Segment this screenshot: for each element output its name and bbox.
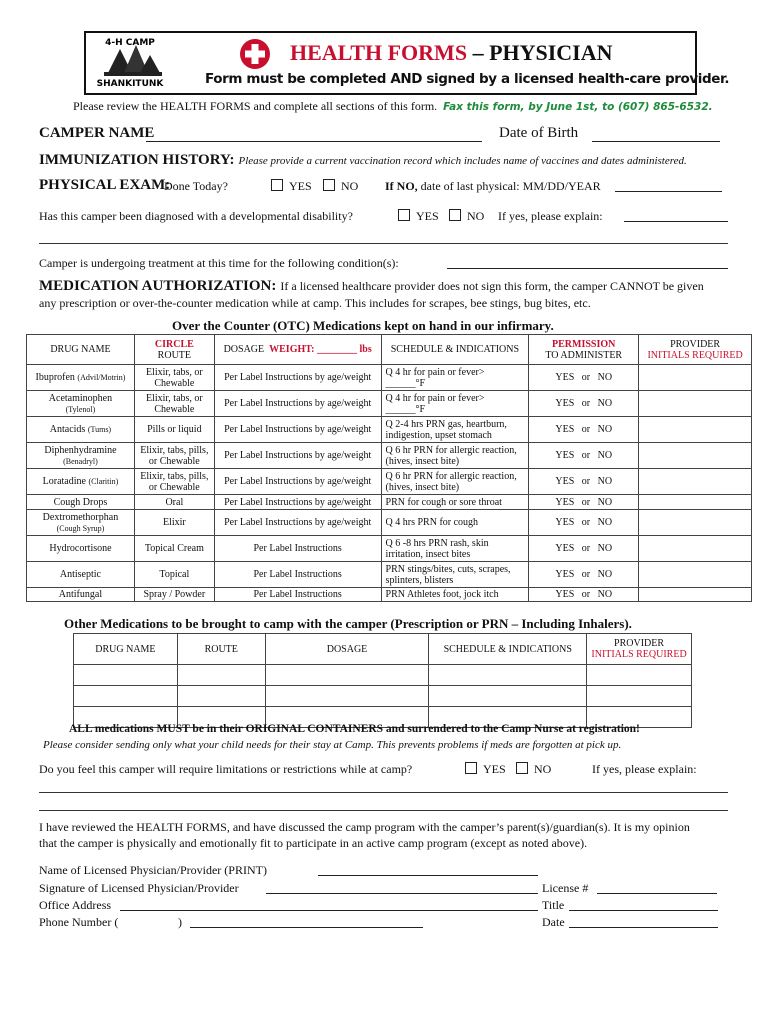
otc-header-route [134,335,214,365]
otc-table [26,334,752,602]
treatment-question: Camper is undergoing treatment at this time for the following condition(s): [39,256,399,270]
otc-header-circle: CIRCLE [154,338,194,350]
otc-permission: YES or NO [555,569,613,580]
phone-close-paren: ) [178,915,182,929]
otc-dosage: Per Label Instructions by age/weight [224,496,372,508]
otc-permission: YES or NO [555,476,613,487]
signature-field[interactable] [266,881,538,894]
license-field[interactable] [597,881,717,894]
disability-no-checkbox[interactable] [449,209,461,221]
otc-header-route-text: ROUTE [157,349,192,361]
otc-schedule-cell [381,588,529,602]
otc-header-dosage-text: DOSAGE [223,344,265,355]
otc-header-permission-text: PERMISSION [552,338,616,350]
limitations-yes-label: YES [483,762,506,776]
otc-initials-cell[interactable] [639,443,752,469]
otc-permission-cell[interactable] [529,365,639,391]
limitations-no-checkbox[interactable] [516,762,528,774]
physical-exam-label: PHYSICAL EXAM: [39,177,171,193]
otc-header-schedule: SCHEDULE & INDICATIONS [381,335,529,365]
otc-route: Spray / Powder [143,589,206,600]
otc-dosage: Per Label Instructions [253,589,342,600]
otc-route-cell[interactable] [134,365,214,391]
otc-route-cell[interactable] [134,417,214,443]
otc-route: Elixir, tabs, or Chewable [145,392,203,415]
otc-drug-cell [27,469,135,495]
last-physical-field[interactable] [615,179,722,192]
consider-note: Please consider sending only what your child needs for their stay at Camp. This prevents problems if meds are forgotten at pick up. [43,739,622,751]
other-header-drug: DRUG NAME [74,634,178,665]
otc-schedule-cell [381,443,529,469]
otc-header-provider-text: PROVIDER [670,338,721,350]
disability-explain-line[interactable] [39,243,728,244]
otc-dosage: Per Label Instructions by age/weight [224,424,372,435]
if-no-bold: If NO, [385,179,418,193]
disability-yes-label: YES [416,209,439,223]
otc-drug-sub: (Cough Syrup) [56,523,105,533]
camper-name-label: CAMPER NAME [39,125,155,141]
otc-row [27,510,752,536]
otc-drug-name: Antiseptic [59,569,101,580]
camp-logo [90,35,170,91]
otc-route: Elixir, tabs, or Chewable [145,366,203,389]
treatment-field[interactable] [447,256,728,269]
otc-permission-cell[interactable] [529,510,639,536]
other-header-schedule: SCHEDULE & INDICATIONS [429,634,587,665]
title-rest: – PHYSICIAN [467,40,613,65]
otc-initials-cell[interactable] [639,536,752,562]
dob-label: Date of Birth [499,125,579,141]
otc-drug-cell [27,391,135,417]
otc-schedule-cell [381,365,529,391]
other-header-initials: INITIALS REQUIRED [591,649,687,660]
otc-row [27,391,752,417]
otc-permission: YES or NO [555,398,613,409]
otc-dosage-cell [214,391,381,417]
otc-header-drug: DRUG NAME [27,335,135,365]
physical-yes-checkbox[interactable] [271,179,283,191]
camper-name-field[interactable] [146,126,482,142]
otc-drug-sub: (Benadryl) [63,456,98,466]
otc-header-provider [639,335,752,365]
disability-no-option[interactable] [449,209,484,224]
otc-initials-cell[interactable] [639,562,752,588]
disability-explain-field[interactable] [624,209,728,222]
disability-explain-label: If yes, please explain: [498,209,603,223]
disability-yes-option[interactable] [398,209,439,224]
limitations-yes-option[interactable] [465,762,506,777]
immunization-row [39,151,687,169]
last-physical-label [385,179,601,194]
other-cell[interactable] [265,686,429,707]
other-cell[interactable] [74,665,178,686]
otc-drug-name: Antacids [49,424,86,435]
otc-header-weight: WEIGHT: ________ lbs [269,344,372,355]
logo-top-text: 4-H CAMP [105,38,155,48]
otc-drug-cell [27,510,135,536]
otc-title: Over the Counter (OTC) Medications kept on hand in our infirmary. [172,318,554,333]
otc-route: Oral [165,496,184,508]
otc-dosage-cell [214,495,381,510]
otc-dosage: Per Label Instructions [253,569,342,580]
other-meds-table [73,633,692,728]
otc-drug-cell [27,495,135,510]
other-cell[interactable] [587,665,692,686]
review-instructions [73,99,713,114]
medication-line1: If a licensed healthcare provider does not sign this form, the camper CANNOT be given [280,279,704,293]
disability-yes-checkbox[interactable] [398,209,410,221]
otc-route-cell[interactable] [134,469,214,495]
date-label: Date [542,915,565,929]
otc-row [27,495,752,510]
otc-dosage: Per Label Instructions [253,543,342,554]
otc-dosage: Per Label Instructions by age/weight [224,517,372,528]
otc-header-dosage [214,335,381,365]
otc-route: Topical Cream [144,543,204,554]
fax-text: Fax this form, by June 1st, to (607) 865-6532. [443,101,713,113]
done-today-label: Done Today? [164,179,228,193]
limitations-no-label: NO [534,762,552,776]
otc-dosage: Per Label Instructions by age/weight [224,450,372,461]
limitations-line-2[interactable] [39,810,728,811]
otc-permission: YES or NO [555,372,613,383]
other-header-provider [587,634,692,665]
date-field[interactable] [569,915,718,928]
otc-schedule: PRN for cough or sore throat [385,496,502,508]
otc-route-cell[interactable] [134,495,214,510]
title-label: Title [542,898,565,912]
otc-row [27,417,752,443]
other-row [74,665,692,686]
otc-route: Elixir, tabs, pills, or Chewable [140,470,209,493]
provider-name-label: Name of Licensed Physician/Provider (PRINT) [39,863,267,877]
title-field[interactable] [569,898,718,911]
physical-yes-label: YES [289,179,312,193]
signature-label: Signature of Licensed Physician/Provider [39,881,239,895]
other-header-route: ROUTE [177,634,265,665]
otc-route-cell[interactable] [134,510,214,536]
otc-permission-cell[interactable] [529,562,639,588]
otc-drug-name: Loratadine [42,476,86,487]
otc-route-cell[interactable] [134,562,214,588]
otc-row [27,588,752,602]
medication-label: MEDICATION AUTHORIZATION: [39,278,277,294]
other-cell[interactable] [265,665,429,686]
immunization-note: Please provide a current vaccination record which includes name of vaccines and dates administered. [238,155,687,167]
review-text: Please review the HEALTH FORMS and complete all sections of this form. [73,99,438,113]
other-header-dosage: DOSAGE [265,634,429,665]
otc-initials-cell[interactable] [639,495,752,510]
office-address-label: Office Address [39,898,112,912]
otc-schedule-cell [381,391,529,417]
otc-schedule-cell [381,536,529,562]
otc-drug-name: Cough Drops [53,496,108,508]
provider-name-field[interactable] [318,863,538,876]
subtitle: Form must be completed AND signed by a licensed health-care provider. [205,71,730,87]
otc-dosage-cell [214,443,381,469]
otc-route: Elixir, tabs, pills, or Chewable [140,444,209,467]
if-no-rest: date of last physical: MM/DD/YEAR [417,179,601,193]
otc-drug-cell [27,417,135,443]
otc-permission-cell[interactable] [529,391,639,417]
otc-permission-cell[interactable] [529,536,639,562]
otc-permission-cell[interactable] [529,469,639,495]
otc-schedule: Q 4 hr for pain or fever> ______°F [385,366,485,389]
otc-schedule: PRN Athletes foot, jock itch [385,589,499,600]
phone-label: Phone Number ( [39,915,119,929]
containers-note: ALL medications MUST be in their ORIGINAL CONTAINERS and surrendered to the Camp Nurse at registration! [69,723,640,735]
otc-header-initials: INITIALS REQUIRED [647,349,743,361]
limitations-explain-label: If yes, please explain: [592,762,697,776]
medication-row [39,277,704,295]
otc-dosage: Per Label Instructions by age/weight [224,372,372,383]
otc-dosage-cell [214,562,381,588]
otc-drug-cell [27,588,135,602]
otc-drug-name: Hydrocortisone [49,543,112,554]
otc-initials-cell[interactable] [639,588,752,602]
otc-schedule: Q 6 hr PRN for allergic reaction, (hives, insect bite) [385,444,517,467]
limitations-no-option[interactable] [516,762,551,777]
physical-no-option[interactable] [323,179,358,194]
red-cross-icon [239,38,271,70]
otc-drug-name: Ibuprofen [35,372,75,383]
disability-no-label: NO [467,209,485,223]
otc-row [27,536,752,562]
otc-schedule-cell [381,495,529,510]
statement-line2: that the camper is physically and emotionally fit to participate in an active camp program (except as noted above). [39,836,588,850]
other-cell[interactable] [74,686,178,707]
otc-dosage-cell [214,365,381,391]
otc-permission-cell[interactable] [529,417,639,443]
otc-schedule: Q 6 -8 hrs PRN rash, skin irritation, insect bites [385,537,489,560]
otc-route-cell[interactable] [134,588,214,602]
title-red: HEALTH FORMS [290,40,468,65]
physical-no-label: NO [341,179,359,193]
otc-initials-cell[interactable] [639,391,752,417]
otc-route-cell[interactable] [134,443,214,469]
otc-permission-cell[interactable] [529,443,639,469]
otc-permission: YES or NO [555,517,613,528]
physical-yes-option[interactable] [271,179,312,194]
other-cell[interactable] [429,686,587,707]
page-title [290,40,613,66]
otc-schedule-cell [381,510,529,536]
otc-schedule: Q 6 hr PRN for allergic reaction, (hives, insect bite) [385,470,517,493]
other-row [74,686,692,707]
otc-permission: YES or NO [555,496,613,508]
otc-dosage-cell [214,588,381,602]
dob-field[interactable] [592,126,720,142]
otc-initials-cell[interactable] [639,469,752,495]
other-cell[interactable] [177,665,265,686]
otc-permission: YES or NO [555,589,613,600]
otc-row [27,562,752,588]
otc-schedule: PRN stings/bites, cuts, scrapes, splinters, blisters [385,563,511,586]
otc-initials-cell[interactable] [639,510,752,536]
otc-permission: YES or NO [555,543,613,554]
otc-permission: YES or NO [555,424,613,435]
otc-dosage-cell [214,510,381,536]
other-cell[interactable] [587,686,692,707]
other-cell[interactable] [429,665,587,686]
limitations-line-1[interactable] [39,792,728,793]
otc-initials-cell[interactable] [639,365,752,391]
phone-field[interactable] [190,915,423,928]
otc-header-to-administer: TO ADMINISTER [545,349,623,361]
other-header-provider-text: PROVIDER [614,638,665,649]
otc-drug-cell [27,536,135,562]
otc-dosage-cell [214,536,381,562]
disability-question: Has this camper been diagnosed with a developmental disability? [39,209,353,223]
medication-line2: any prescription or over-the-counter medication while at camp. This includes for scrapes, bee stings, bug bites, etc. [39,296,591,310]
other-title: Other Medications to be brought to camp with the camper (Prescription or PRN – Including Inhalers). [64,616,632,631]
otc-drug-name: Diphenhydramine [44,444,117,456]
otc-schedule: Q 4 hrs PRN for cough [385,517,479,528]
logo-bottom-text: SHANKITUNK [96,79,164,89]
otc-row [27,365,752,391]
otc-drug-sub: (Tums) [87,425,112,434]
otc-permission: YES or NO [555,450,613,461]
otc-drug-sub: (Claritin) [88,477,119,486]
otc-drug-sub: (Tylenol) [65,404,96,414]
other-cell[interactable] [177,686,265,707]
otc-initials-cell[interactable] [639,417,752,443]
otc-row [27,469,752,495]
otc-schedule-cell [381,469,529,495]
otc-header-permission [529,335,639,365]
otc-drug-name: Acetaminophen [48,392,113,404]
immunization-label: IMMUNIZATION HISTORY: [39,152,235,168]
otc-route-cell[interactable] [134,391,214,417]
otc-route: Pills or liquid [147,424,202,435]
office-address-field[interactable] [120,898,538,911]
otc-schedule-cell [381,417,529,443]
otc-schedule: Q 2-4 hrs PRN gas, heartburn, indigestion, upset stomach [385,418,507,441]
otc-dosage: Per Label Instructions by age/weight [224,398,372,409]
otc-dosage: Per Label Instructions by age/weight [224,476,372,487]
otc-drug-cell [27,443,135,469]
otc-schedule: Q 4 hr for pain or fever> ______°F [385,392,485,415]
otc-permission-cell[interactable] [529,588,639,602]
otc-permission-cell[interactable] [529,495,639,510]
otc-route-cell[interactable] [134,536,214,562]
statement-line1: I have reviewed the HEALTH FORMS, and have discussed the camp program with the camper’s parent(s)/guardian(s). It is my opinion [39,820,690,834]
otc-drug-cell [27,562,135,588]
physical-no-checkbox[interactable] [323,179,335,191]
limitations-question: Do you feel this camper will require limitations or restrictions while at camp? [39,762,413,776]
otc-dosage-cell [214,417,381,443]
license-label: License # [542,881,589,895]
limitations-yes-checkbox[interactable] [465,762,477,774]
otc-row [27,443,752,469]
otc-drug-sub: (Advil/Motrin) [77,373,126,382]
otc-route: Elixir [162,517,186,528]
otc-drug-name: Dextromethorphan [42,511,119,523]
otc-route: Topical [159,569,190,580]
otc-schedule-cell [381,562,529,588]
otc-dosage-cell [214,469,381,495]
otc-drug-cell [27,365,135,391]
otc-drug-name: Antifungal [58,589,103,600]
